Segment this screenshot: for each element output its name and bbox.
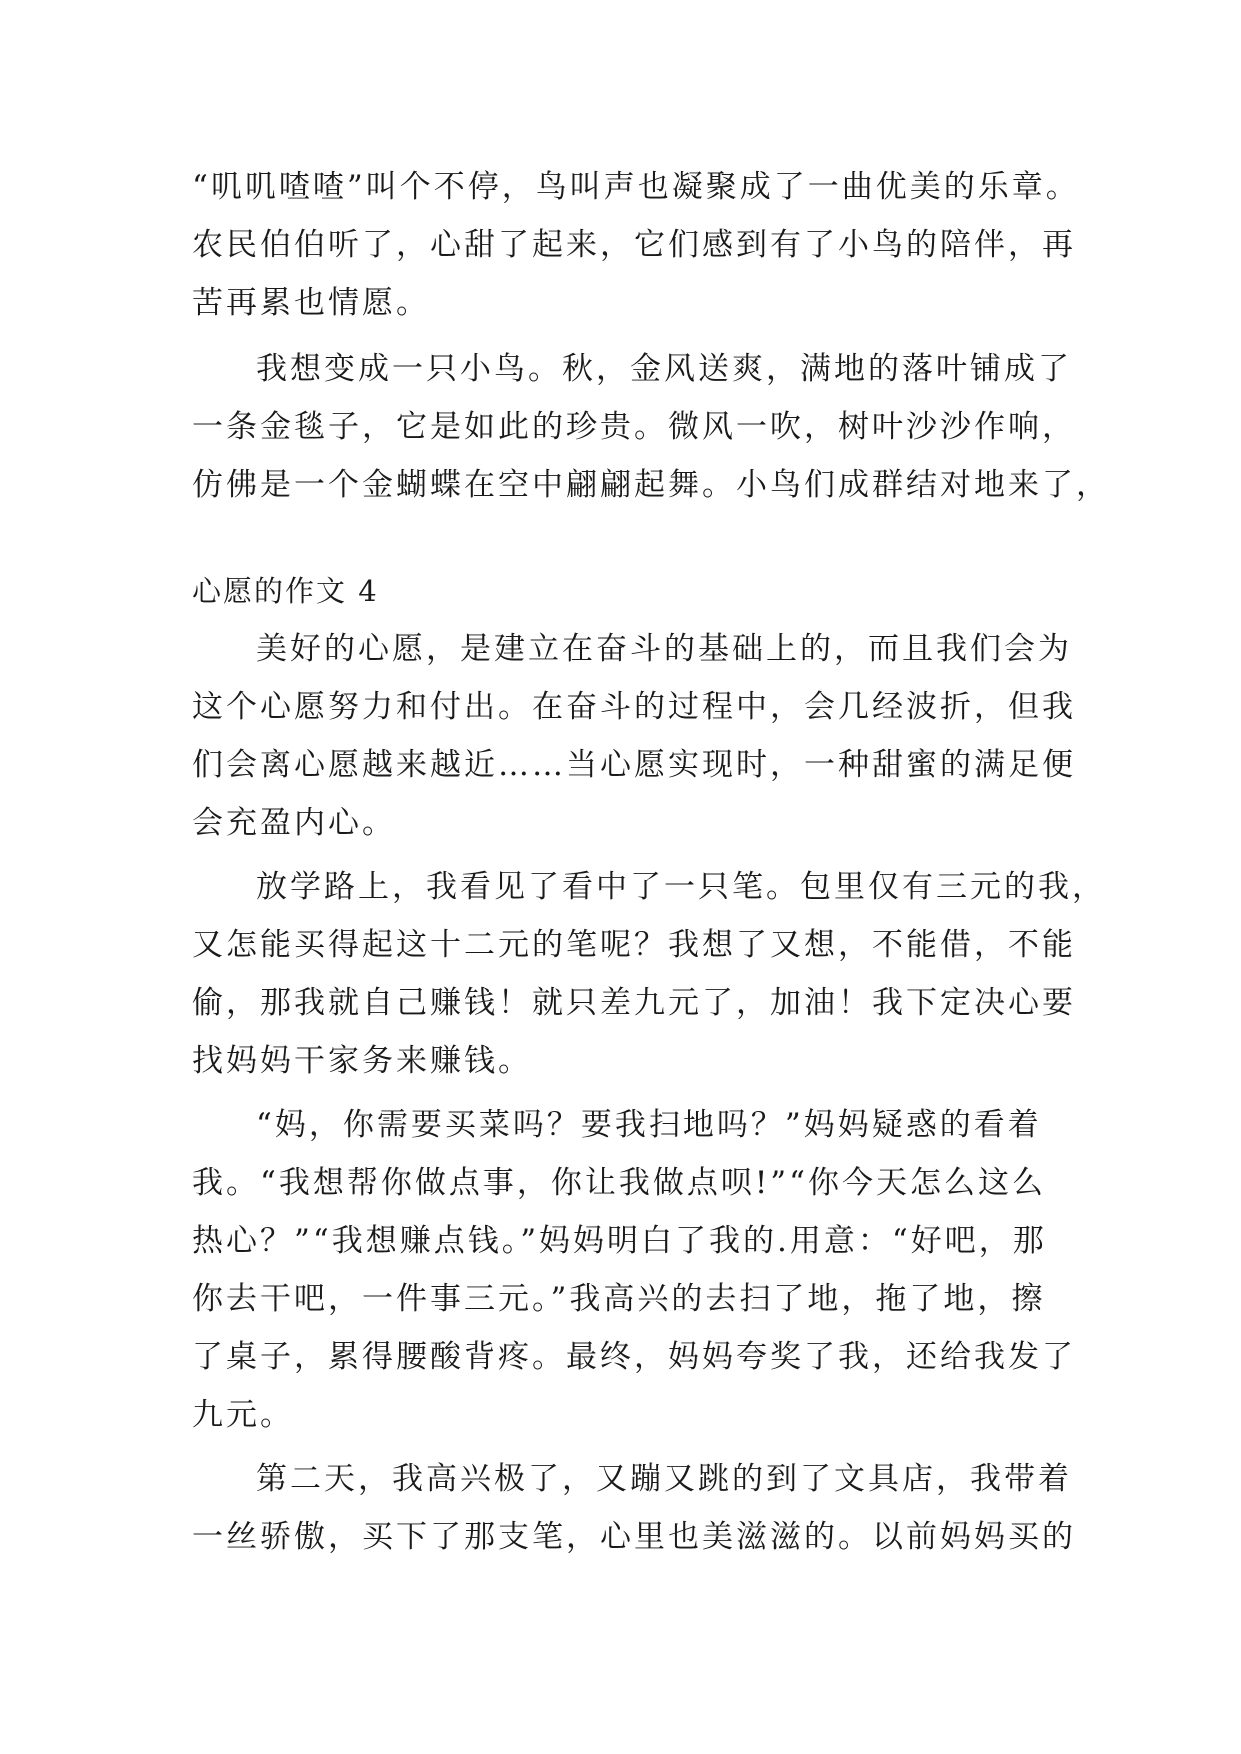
text-line: 一条金毯子，它是如此的珍贵。微风一吹，树叶沙沙作响， [192,409,1076,445]
text-line: 放学路上，我看见了看中了一只笔。包里仅有三元的我， [256,869,1106,905]
paragraph-pen [192,858,1106,1090]
text-line: 你去干吧，一件事三元。”我高兴的去扫了地，拖了地，擦 [192,1281,1046,1317]
text-line: 我想变成一只小鸟。秋，金风送爽，满地的落叶铺成了 [256,351,1072,387]
text-line: 第二天，我高兴极了，又蹦又跳的到了文具店，我带着 [256,1461,1072,1497]
text-line: 找妈妈干家务来赚钱。 [192,1043,532,1079]
text-line: 九元。 [192,1397,294,1433]
text-line: 美好的心愿，是建立在奋斗的基础上的，而且我们会为 [256,631,1072,667]
text-line: 一丝骄傲，买下了那支笔，心里也美滋滋的。以前妈妈买的 [192,1519,1076,1555]
top-text-block [192,158,1110,514]
section-body-block [192,620,1106,1566]
section-heading-block [192,562,1052,620]
text-line: 会充盈内心。 [192,805,396,841]
text-line: “妈，你需要买菜吗？要我扫地吗？”妈妈疑惑的看着 [256,1107,1042,1143]
text-line: 农民伯伯听了，心甜了起来，它们感到有了小鸟的陪伴，再 [192,227,1076,263]
paragraph-intro [192,620,1076,852]
text-line: 们会离心愿越来越近……当心愿实现时，一种甜蜜的满足便 [192,747,1076,783]
text-line: 偷，那我就自己赚钱！就只差九元了，加油！我下定决心要 [192,985,1076,1021]
text-line: 热心？”“我想赚点钱。”妈妈明白了我的.用意：“好吧，那 [192,1223,1047,1259]
paragraph-next-day [192,1450,1076,1566]
paragraph-continuation [192,158,1080,332]
text-line: “叽叽喳喳”叫个不停，鸟叫声也凝聚成了一曲优美的乐章。 [192,169,1080,205]
text-line: 这个心愿努力和付出。在奋斗的过程中，会几经波折，但我 [192,689,1076,725]
text-line: 仿佛是一个金蝴蝶在空中翩翩起舞。小鸟们成群结对地来了， [192,467,1110,503]
text-line: 又怎能买得起这十二元的笔呢？我想了又想，不能借，不能 [192,927,1076,963]
text-line: 了桌子，累得腰酸背疼。最终，妈妈夸奖了我，还给我发了 [192,1339,1076,1375]
paragraph-bird-autumn [192,340,1110,514]
section-title: 心愿的作文 4 [192,574,379,608]
text-line: 我。“我想帮你做点事，你让我做点呗!”“你今天怎么这么 [192,1165,1046,1201]
paragraph-dialogue [192,1096,1076,1444]
text-line: 苦再累也情愿。 [192,285,430,321]
